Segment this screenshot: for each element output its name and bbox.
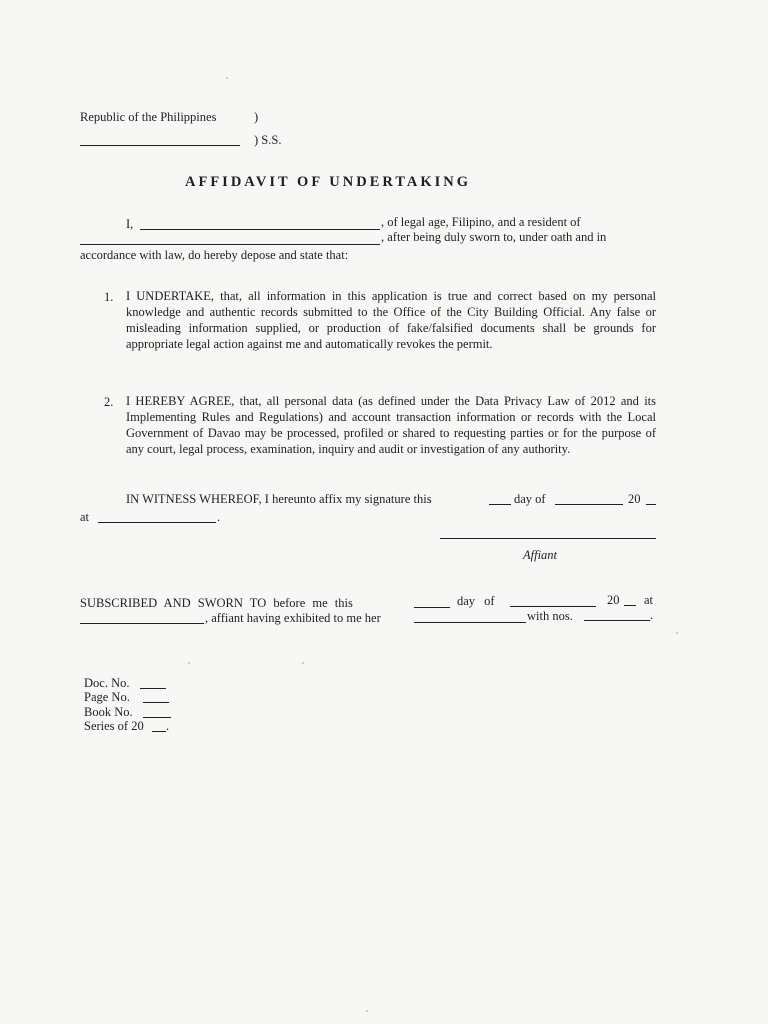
republic-paren: ) <box>254 110 259 124</box>
scan-speck <box>226 77 228 79</box>
item-2-text: I HEREBY AGREE, that, all personal data (as defined under the Data Privacy Law of 2012 and its Implementing Rules and Regulations) and account transaction information or records with the Local Government of Davao may be processed, profiled or shared to requesting parties or for the purpose of any court, legal process, examination, inquiry and audit or investigation of any authority. <box>126 394 656 456</box>
document-title: AFFIDAVIT OF UNDERTAKING <box>185 174 472 190</box>
book-no-blank[interactable] <box>143 717 171 718</box>
jurat-text: SUBSCRIBED AND SWORN TO before me this <box>80 596 353 610</box>
scan-speck <box>188 662 190 664</box>
affiant-signature-line[interactable] <box>440 538 656 539</box>
witness-at: at <box>80 510 90 524</box>
intro-line1-text: , of legal age, Filipino, and a resident of <box>381 215 581 229</box>
scan-speck <box>366 1010 368 1012</box>
affiant-name-blank[interactable] <box>140 229 380 230</box>
jurat-dayof: day of <box>457 594 495 608</box>
witness-dayof: day of <box>514 492 546 506</box>
page-no-label: Page No. <box>84 690 130 704</box>
jurat-year-blank[interactable] <box>624 605 636 606</box>
doc-no-label: Doc. No. <box>84 676 130 690</box>
witness-period: . <box>217 510 221 524</box>
page-no-blank[interactable] <box>143 702 169 703</box>
witness-month-blank[interactable] <box>555 504 623 505</box>
jurat-month-blank[interactable] <box>510 606 596 607</box>
doc-no-blank[interactable] <box>140 688 166 689</box>
republic-label: Republic of the Philippines <box>80 110 217 124</box>
book-no-label: Book No. <box>84 705 133 719</box>
series-period: . <box>166 719 170 733</box>
jurat-year-prefix: 20 <box>607 593 620 607</box>
jurat-withnos-text: with nos. <box>527 609 573 623</box>
series-label: Series of 20 <box>84 719 144 733</box>
item-1-text: I UNDERTAKE, that, all information in this application is true and correct based on my personal knowledge and authentic records submitted to the Office of the City Building Official. Any false or misleading information supplied, or production of fake/falsified documents shall be grounds for appropriate legal action against me and automatically revokes the permit. <box>126 289 656 351</box>
item-1-number: 1. <box>104 290 114 304</box>
intro-line3-text: accordance with law, do hereby depose and state that: <box>80 248 349 262</box>
item-2-number: 2. <box>104 395 114 409</box>
jurat-exhibited-text: , affiant having exhibited to me her <box>205 611 381 625</box>
venue-blank[interactable] <box>80 145 240 146</box>
witness-place-blank[interactable] <box>98 522 216 523</box>
jurat-nos-blank[interactable] <box>584 620 650 621</box>
affiant-label: Affiant <box>523 548 558 562</box>
witness-year-prefix: 20 <box>628 492 641 506</box>
jurat-period: . <box>650 608 654 622</box>
scan-speck <box>302 662 304 664</box>
witness-day-blank[interactable] <box>489 504 511 505</box>
jurat-at: at <box>644 593 654 607</box>
witness-year-blank[interactable] <box>646 504 656 505</box>
intro-line2-text: , after being duly sworn to, under oath and in <box>381 230 607 244</box>
jurat-day-blank[interactable] <box>414 607 450 608</box>
intro-i-label: I, <box>126 217 134 231</box>
ss-label: ) S.S. <box>254 133 282 147</box>
witness-text: IN WITNESS WHEREOF, I hereunto affix my signature this <box>126 492 432 506</box>
residence-blank[interactable] <box>80 244 380 245</box>
jurat-place-blank[interactable] <box>80 623 204 624</box>
jurat-id-blank[interactable] <box>414 622 526 623</box>
scan-speck <box>676 632 678 634</box>
series-blank[interactable] <box>152 731 166 732</box>
